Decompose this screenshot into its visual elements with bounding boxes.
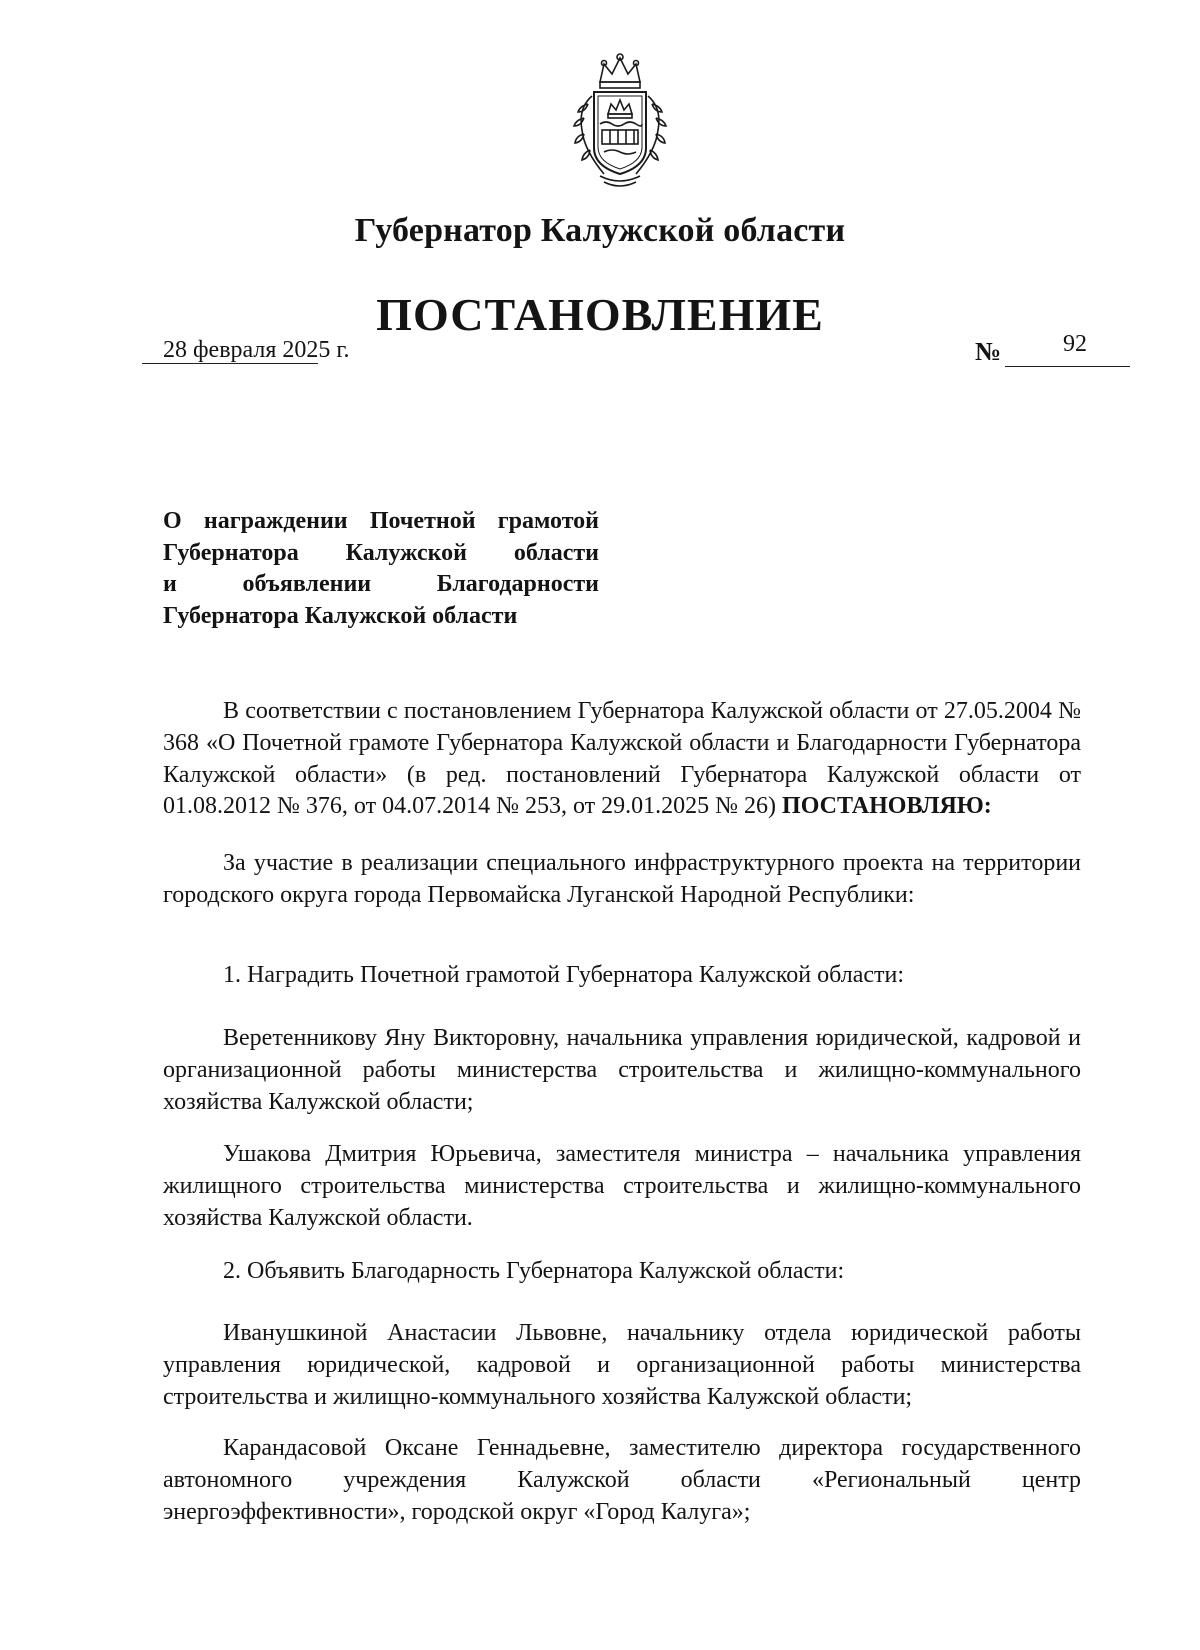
decree-word: ПОСТАНОВЛЯЮ: bbox=[782, 793, 992, 820]
item-1-title: 1. Наградить Почетной грамотой Губернатора Калужской области: bbox=[223, 962, 905, 988]
basis-paragraph: За участие в реализации специального инфраструктурного проекта на территории городского округа города Первомайска Луганской Народной Республики: bbox=[163, 850, 1081, 908]
number-underline bbox=[1005, 366, 1130, 367]
issuer-title: Губернатор Калужской области bbox=[354, 212, 846, 249]
title-line: О награждении Почетной грамотой bbox=[163, 508, 599, 534]
document-title bbox=[163, 506, 599, 632]
kaluga-region-coat-of-arms-icon bbox=[564, 52, 676, 192]
number-sign: № bbox=[975, 337, 1002, 366]
recipient-paragraph: Ушакова Дмитрия Юрьевича, заместителя министра – начальника управления жилищного строительства министерства строительства и жилищно-коммунального хозяйства Калужской области. bbox=[163, 1141, 1081, 1231]
title-line: Губернатора Калужской области bbox=[163, 539, 599, 566]
document-type-heading: ПОСТАНОВЛЕНИЕ bbox=[376, 289, 824, 340]
title-line: Губернатора Калужской области bbox=[163, 602, 518, 629]
recipient-paragraph: Веретенникову Яну Викторовну, начальника управления юридической, кадровой и организационной работы министерства строительства и жилищно-коммунального хозяйства Калужской области; bbox=[163, 1025, 1081, 1115]
recipient-paragraph: Иванушкиной Анастасии Львовне, начальнику отдела юридической работы управления юридической, кадровой и организационной работы министерства строительства и жилищно-коммунального хозяйства Калужской области; bbox=[163, 1320, 1081, 1410]
preamble-text: В соответствии с постановлением Губернатора Калужской области от 27.05.2004 № 368 «О Почетной грамоте Губернатора Калужской области и Благодарности Губернатора Калужской области» (в ред. постановлений Губернатора Калужской области от 01.08.2012 № 376, от 04.07.2014 № 253, от 29.01.2025 № 26) bbox=[163, 698, 1081, 820]
recipient-paragraph: Карандасовой Оксане Геннадьевне, заместителю директора государственного автономного учреждения Калужской области «Региональный центр энергоэффективности», городской округ «Город Калуга»; bbox=[163, 1435, 1081, 1525]
document-date: 28 февраля 2025 г. bbox=[163, 337, 350, 363]
date-underline bbox=[142, 363, 318, 364]
title-line: и объявлении Благодарности bbox=[163, 571, 599, 597]
item-2-title: 2. Объявить Благодарность Губернатора Калужской области: bbox=[223, 1258, 845, 1284]
preamble-paragraph bbox=[163, 696, 1081, 823]
document-number: 92 bbox=[1063, 331, 1087, 357]
